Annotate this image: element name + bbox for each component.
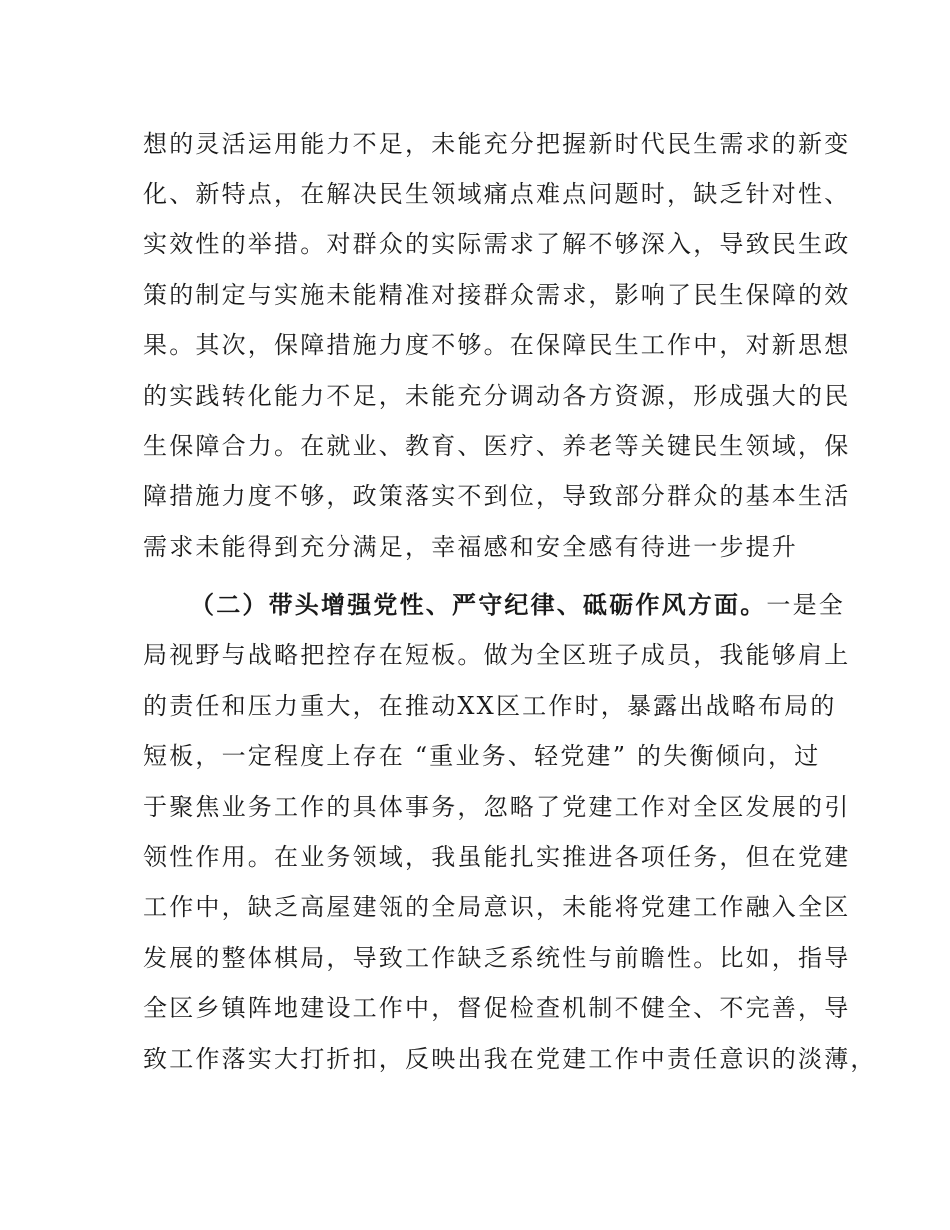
text-line: 工作中，缺乏高屋建瓴的全局意识，未能将党建工作融入全区 (143, 893, 851, 921)
text-line: 果。其次，保障措施力度不够。在保障民生工作中，对新思想 (143, 331, 851, 359)
paragraph-first-line (190, 589, 846, 621)
text-line: 领性作用。在业务领域，我虽能扎实推进各项任务，但在党建 (143, 843, 851, 871)
text-line: 发展的整体棋局，导致工作缺乏系统性与前瞻性。比如，指导 (143, 944, 851, 972)
text-line: 致工作落实大打折扣，反映出我在党建工作中责任意识的淡薄， (143, 1045, 877, 1073)
text-line: 短板，一定程度上存在 “重业务、轻党建” 的失衡倾向，过 (143, 742, 821, 770)
text-line: 需求未能得到充分满足，幸福感和安全感有待进一步提升 (143, 533, 798, 561)
text-line: 生保障合力。在就业、教育、医疗、养老等关键民生领域，保 (143, 432, 851, 460)
text-line: 的责任和压力重大，在推动XX区工作时，暴露出战略布局的 (143, 692, 837, 720)
text-line: 的实践转化能力不足，未能充分调动各方资源，形成强大的民 (143, 382, 851, 410)
text-line: 局视野与战略把控存在短板。做为全区班子成员，我能够肩上 (143, 641, 851, 669)
text-line: 障措施力度不够，政策落实不到位，导致部分群众的基本生活 (143, 482, 851, 510)
text-line: 实效性的举措。对群众的实际需求了解不够深入，导致民生政 (143, 230, 851, 258)
section-heading: （二）带头增强党性、严守纪律、砥砺作风方面。 (190, 590, 767, 619)
text-line: 化、新特点，在解决民生领域痛点难点问题时，缺乏针对性、 (143, 180, 851, 208)
text-line: 想的灵活运用能力不足，未能充分把握新时代民生需求的新变 (143, 130, 851, 158)
text-run: 一是全 (766, 591, 846, 619)
text-line: 全区乡镇阵地建设工作中，督促检查机制不健全、不完善，导 (143, 994, 851, 1022)
text-line: 于聚焦业务工作的具体事务，忽略了党建工作对全区发展的引 (143, 793, 851, 821)
text-line: 策的制定与实施未能精准对接群众需求，影响了民生保障的效 (143, 281, 851, 309)
